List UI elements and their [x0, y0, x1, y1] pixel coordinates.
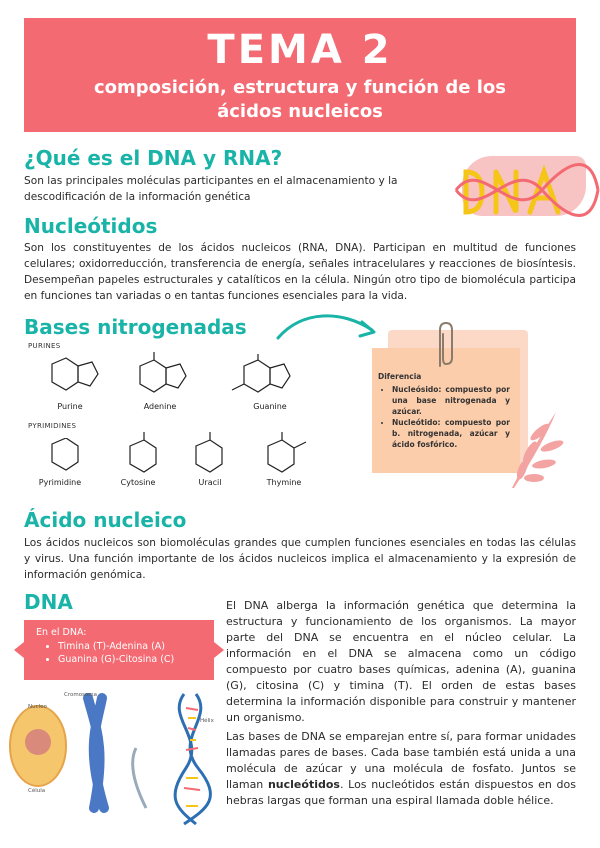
illus-label: Célula — [28, 788, 46, 794]
molecule-name: Thymine — [266, 478, 302, 487]
text-nucleotidos: Son los constituyentes de los ácidos nucleicos (RNA, DNA). Participan en multitud de funciones celulares; oxidorreducción, transferencia de energía, señales intracelulares y reacciones de biosíntesis. Desempeñan papeles estructurales y catalíticos en la célula. Ningún otro tipo de biomolécula participa en funciones tan variadas o en tantas funciones esenciales para la vida. — [24, 242, 576, 302]
heading-nucleotidos: Nucleótidos — [24, 214, 158, 238]
header-banner — [24, 18, 576, 132]
molecule-name: Cytosine — [120, 478, 156, 487]
heading-bases: Bases nitrogenadas — [24, 315, 247, 339]
illus-label: Nucleo — [28, 704, 47, 710]
illus-label: Cromosoma — [64, 692, 98, 698]
dna-logo-icon — [452, 150, 600, 232]
purines-label: PURINES — [28, 342, 61, 350]
pyrimidine-structure — [38, 438, 88, 478]
heading-dna: DNA — [24, 590, 73, 614]
illus-label: Hélix — [200, 718, 214, 724]
text-acido-nucleico: Los ácidos nucleicos son biomoléculas grandes que cumplen funciones esenciales en todas las células y virus. Una función importante de los ácidos nucleicos implica el almacenamiento y la expresión de información genómica. — [24, 537, 576, 581]
leaf-icon — [500, 402, 570, 492]
purine-structure — [38, 356, 108, 398]
heading-acido-nucleico: Ácido nucleico — [24, 508, 187, 532]
uracil-structure — [184, 432, 234, 478]
dna-box-list — [36, 640, 202, 666]
text-que-es: Son las principales moléculas participantes en el almacenamiento y la descodificación de la información genética — [24, 175, 398, 203]
adenine-structure — [128, 352, 198, 398]
dna-box-item: • Timina (T)-Adenina (A) — [58, 640, 202, 653]
note-list — [378, 384, 510, 450]
guanine-structure — [228, 354, 308, 398]
molecule-name: Purine — [57, 402, 83, 411]
text-dna-1: El DNA alberga la información genética que determina la estructura y funcionamiento de los organismos. La mayor parte del DNA se encuentra en el núcleo celular. La información en el DNA se almacena como un código compuesto por cuatro bases químicas, adenina (A), guanina (G), citosina (C) y timina (T). El orden de estas bases determina la información disponible para construir y mantener un organismo. — [226, 599, 576, 724]
molecule-name: Uracil — [198, 478, 222, 487]
cytosine-structure — [118, 432, 168, 478]
dna-box-title: En el DNA: — [36, 627, 87, 638]
nitrogen-bases-diagram — [28, 342, 328, 492]
molecule-name: Pyrimidine — [38, 478, 82, 487]
pyrimidines-label: PYRIMIDINES — [28, 422, 77, 430]
molecule-name: Adenine — [143, 402, 177, 411]
note-title: Diferencia — [378, 372, 422, 381]
dna-pairs-box — [24, 620, 214, 680]
thymine-structure — [254, 432, 310, 478]
note-item: • Nucleósido: compuesto por una base nitrogenada y azúcar. — [392, 384, 510, 417]
page-subtitle: composición, estructura y función de los ácidos nucleicos — [93, 77, 506, 122]
dna-cell-illustration — [6, 688, 221, 828]
dna-box-item: • Guanina (G)-Citosina (C) — [58, 653, 202, 666]
text-dna-2: Las bases de DNA se emparejan entre sí, para formar unidades llamadas pares de bases. Cada base también está unida a una molécula de azúcar y una molécula de fosfato. Juntos se llaman nucleótidos. Los nucleótidos están dispuestos en dos hebras largas que forman una espiral llamada doble hélice. — [226, 730, 576, 807]
molecule-name: Guanine — [253, 402, 287, 411]
page-title: TEMA 2 — [207, 27, 393, 73]
paperclip-icon — [432, 320, 456, 370]
note-item: • Nucleótido: compuesto por b. nitrogenada, azúcar y ácido fosfórico. — [392, 417, 510, 450]
heading-que-es: ¿Qué es el DNA y RNA? — [24, 146, 283, 170]
